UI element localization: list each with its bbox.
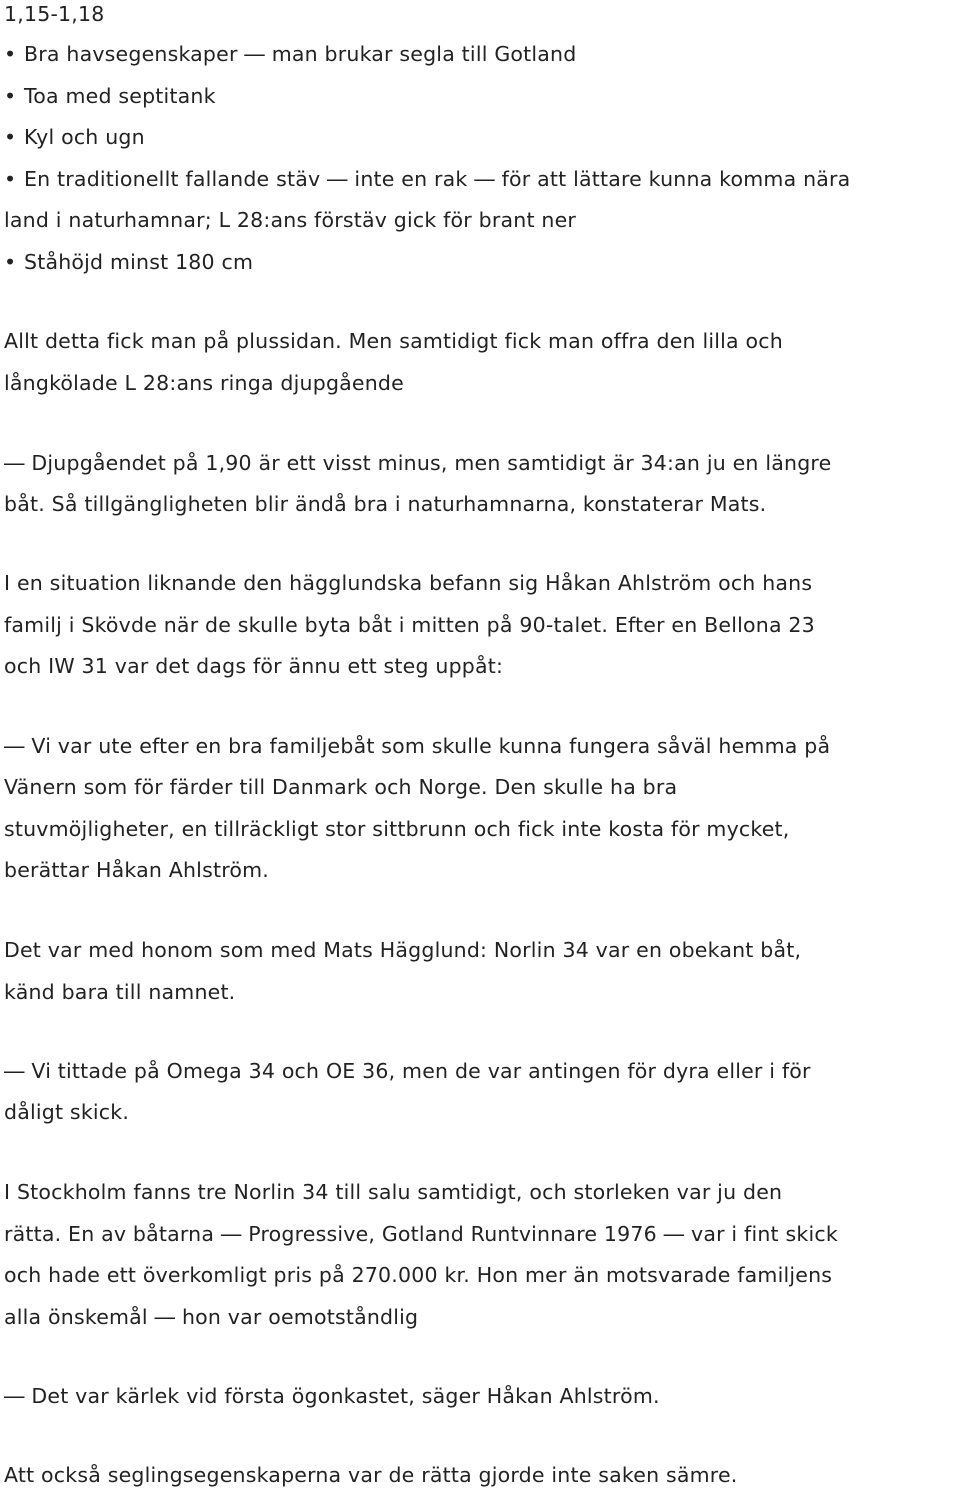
header-value: 1,15-1,18 — [4, 2, 105, 26]
bullet-text: Bra havsegenskaper ― man brukar segla till Gotland — [24, 42, 577, 66]
bullet-marker: • — [4, 42, 17, 66]
bullet-text: Ståhöjd minst 180 cm — [24, 250, 254, 274]
paragraph-line: och IW 31 var det dags för ännu ett steg uppåt: — [4, 654, 504, 678]
bullet-item — [4, 248, 253, 276]
paragraph-line: berättar Håkan Ahlström. — [4, 858, 269, 882]
bullet-item — [4, 40, 576, 68]
bullet-marker: • — [4, 125, 17, 149]
paragraph-line: stuvmöjligheter, en tillräckligt stor sittbrunn och fick inte kosta för mycket, — [4, 817, 790, 841]
bullet-continuation: land i naturhamnar; L 28:ans förstäv gick för brant ner — [4, 208, 577, 232]
paragraph-line: Allt detta fick man på plussidan. Men samtidigt fick man offra den lilla och — [4, 329, 783, 353]
paragraph-line: I en situation liknande den hägglundska befann sig Håkan Ahlström och hans — [4, 571, 813, 595]
paragraph-line: I Stockholm fanns tre Norlin 34 till salu samtidigt, och storleken var ju den — [4, 1180, 783, 1204]
paragraph-line: och hade ett överkomligt pris på 270.000 kr. Hon mer än motsvarade familjens — [4, 1263, 833, 1287]
bullet-text: En traditionellt fallande stäv ― inte en rak ― för att lättare kunna komma nära — [24, 167, 851, 191]
bullet-text: Kyl och ugn — [24, 125, 145, 149]
paragraph-line: alla önskemål ― hon var oemotståndlig — [4, 1305, 419, 1329]
paragraph-line: Det var med honom som med Mats Hägglund: Norlin 34 var en obekant båt, — [4, 938, 802, 962]
paragraph-line: båt. Så tillgängligheten blir ändå bra i naturhamnarna, konstaterar Mats. — [4, 492, 767, 516]
bullet-item — [4, 123, 145, 151]
bullet-item — [4, 165, 850, 193]
paragraph-line: ― Det var kärlek vid första ögonkastet, säger Håkan Ahlström. — [4, 1384, 660, 1408]
bullet-marker: • — [4, 250, 17, 274]
paragraph-line: ― Vi tittade på Omega 34 och OE 36, men de var antingen för dyra eller i för — [4, 1059, 811, 1083]
paragraph-line: familj i Skövde när de skulle byta båt i mitten på 90-talet. Efter en Bellona 23 — [4, 613, 815, 637]
bullet-marker: • — [4, 84, 17, 108]
paragraph-line: Vänern som för färder till Danmark och Norge. Den skulle ha bra — [4, 775, 678, 799]
bullet-item — [4, 82, 216, 110]
paragraph-line: Att också seglingsegenskaperna var de rätta gjorde inte saken sämre. — [4, 1463, 738, 1487]
paragraph-line: dåligt skick. — [4, 1100, 130, 1124]
paragraph-line: ― Vi var ute efter en bra familjebåt som skulle kunna fungera såväl hemma på — [4, 734, 831, 758]
bullet-text: Toa med septitank — [24, 84, 216, 108]
paragraph-line: ― Djupgåendet på 1,90 är ett visst minus, men samtidigt är 34:an ju en längre — [4, 451, 832, 475]
paragraph-line: känd bara till namnet. — [4, 980, 236, 1004]
paragraph-line: långkölade L 28:ans ringa djupgående — [4, 371, 404, 395]
paragraph-line: rätta. En av båtarna ― Progressive, Gotland Runtvinnare 1976 ― var i fint skick — [4, 1222, 838, 1246]
bullet-marker: • — [4, 167, 17, 191]
